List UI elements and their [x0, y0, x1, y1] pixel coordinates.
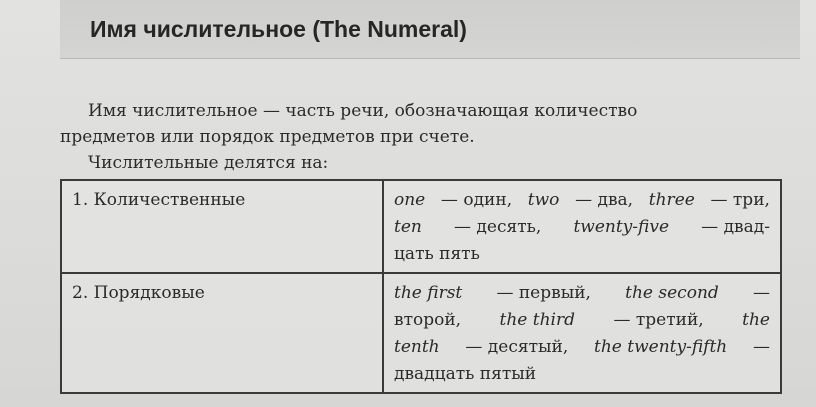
definition-line-2: предметов или порядок предметов при счете.: [60, 127, 475, 147]
russian-gloss: — десятый,: [459, 337, 574, 357]
examples-cell-cardinal: [383, 180, 781, 273]
page-title: Имя числительное (The Numeral): [90, 16, 467, 42]
english-term: the first: [394, 283, 463, 303]
russian-gloss: — третий,: [608, 310, 710, 330]
english-term: the second: [625, 283, 719, 303]
definition-line-1: Имя числительное — часть речи, обозначающая количество: [88, 101, 638, 121]
russian-gloss: второй,: [394, 310, 467, 330]
russian-gloss: —: [747, 283, 770, 303]
example-line: [394, 187, 770, 214]
table-row-cardinal: [61, 180, 781, 273]
table-row-ordinal: [61, 273, 781, 393]
example-line: [394, 361, 770, 388]
category-cell-ordinal: 2. Порядковые: [61, 273, 383, 393]
numeral-types-table: [60, 179, 782, 394]
russian-gloss: — двад-: [695, 217, 770, 237]
english-term: one: [394, 190, 426, 210]
russian-gloss: —: [747, 337, 770, 357]
russian-gloss: — первый,: [491, 283, 597, 303]
english-term: tenth: [394, 337, 440, 357]
examples-cell-ordinal: [383, 273, 781, 393]
example-line: [394, 280, 770, 307]
english-term: the third: [499, 310, 575, 330]
english-term: two: [527, 190, 560, 210]
example-line: [394, 241, 770, 268]
russian-gloss: — один,: [435, 190, 518, 210]
category-cell-cardinal: 1. Количественные: [61, 180, 383, 273]
example-line: [394, 334, 770, 361]
english-term: three: [648, 190, 695, 210]
russian-gloss: — три,: [705, 190, 770, 210]
example-line: [394, 214, 770, 241]
example-line: [394, 307, 770, 334]
division-intro: Числительные делятся на:: [88, 153, 329, 173]
english-term: the twenty-fifth: [594, 337, 728, 357]
russian-gloss: — десять,: [448, 217, 547, 237]
english-term: ten: [394, 217, 422, 237]
english-term: the: [742, 310, 770, 330]
russian-gloss: — два,: [569, 190, 639, 210]
russian-gloss: цать пять: [394, 244, 480, 264]
russian-gloss: двадцать пятый: [394, 364, 537, 384]
english-term: twenty-five: [573, 217, 670, 237]
